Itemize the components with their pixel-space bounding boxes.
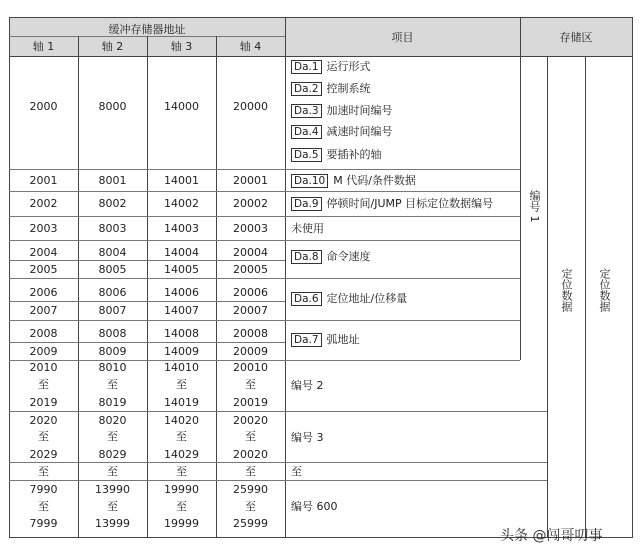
address-cell: 2020 xyxy=(29,414,58,427)
address-cell: 14006 xyxy=(164,286,199,299)
address-cell: 8005 xyxy=(98,263,127,276)
item-code-box: Da.3 xyxy=(291,104,322,118)
header-axis-3: 轴 3 xyxy=(170,40,193,53)
address-cell: 2019 xyxy=(29,396,58,409)
address-cell: 2010 xyxy=(29,361,58,374)
address-cell: 2008 xyxy=(29,327,58,340)
address-cell: 2002 xyxy=(29,197,58,210)
item-code-box: Da.7 xyxy=(291,333,322,347)
address-cell: 8010 xyxy=(98,361,127,374)
address-cell: 2009 xyxy=(29,345,58,358)
address-cell: 14004 xyxy=(164,246,199,259)
item-entry xyxy=(291,333,360,347)
header-buffer-title: 缓冲存储器地址 xyxy=(108,23,186,36)
item-entry xyxy=(291,250,371,264)
address-cell: 至 xyxy=(176,500,187,513)
item-code-box: Da.9 xyxy=(291,197,322,211)
item-code-box: Da.1 xyxy=(291,60,322,74)
item-text: 停顿时间/JUMP 目标定位数据编号 xyxy=(326,197,494,210)
storage-no1: 编号 1 xyxy=(528,190,541,223)
address-cell: 2029 xyxy=(29,448,58,461)
header-storage: 存储区 xyxy=(559,31,593,44)
address-cell: 8002 xyxy=(98,197,127,210)
address-cell: 至 xyxy=(176,430,187,443)
h-rule xyxy=(9,360,520,361)
address-cell: 8029 xyxy=(98,448,127,461)
address-cell: 至 xyxy=(38,465,49,478)
address-cell: 14002 xyxy=(164,197,199,210)
address-cell: 14010 xyxy=(164,361,199,374)
address-cell: 14019 xyxy=(164,396,199,409)
address-cell: 13999 xyxy=(95,517,130,530)
address-cell: 20009 xyxy=(233,345,268,358)
address-cell: 20007 xyxy=(233,304,268,317)
h-rule xyxy=(9,191,520,192)
v-rule xyxy=(520,17,521,360)
address-cell: 至 xyxy=(245,465,256,478)
h-rule xyxy=(9,278,520,279)
address-cell: 2007 xyxy=(29,304,58,317)
address-cell: 14001 xyxy=(164,174,199,187)
address-cell: 25990 xyxy=(233,483,268,496)
address-cell: 至 xyxy=(38,378,49,391)
address-cell: 2000 xyxy=(29,100,58,113)
item-entry xyxy=(291,431,324,444)
address-cell: 至 xyxy=(245,500,256,513)
h-rule xyxy=(9,320,520,321)
h-rule xyxy=(9,480,547,481)
address-cell: 14009 xyxy=(164,345,199,358)
item-text: 命令速度 xyxy=(326,250,371,263)
watermark: 头条 @闯哥叨事 xyxy=(500,528,603,544)
address-cell: 14029 xyxy=(164,448,199,461)
address-cell: 25999 xyxy=(233,517,268,530)
address-cell: 至 xyxy=(245,378,256,391)
item-entry xyxy=(291,60,371,74)
address-cell: 8000 xyxy=(98,100,127,113)
header-axis-4: 轴 4 xyxy=(239,40,262,53)
header-item: 项目 xyxy=(391,31,414,44)
item-text: 未使用 xyxy=(291,222,324,235)
storage-data-1: 定位数据 xyxy=(560,268,573,312)
address-cell: 8019 xyxy=(98,396,127,409)
address-cell: 至 xyxy=(245,430,256,443)
item-code-box: Da.6 xyxy=(291,292,322,306)
item-text: 加速时间编号 xyxy=(326,104,393,117)
address-cell: 20003 xyxy=(233,222,268,235)
address-cell: 至 xyxy=(176,378,187,391)
v-rule xyxy=(632,17,633,538)
item-code-box: Da.10 xyxy=(291,174,328,188)
item-entry xyxy=(291,174,416,188)
address-cell: 20006 xyxy=(233,286,268,299)
address-cell: 8009 xyxy=(98,345,127,358)
item-text: 控制系统 xyxy=(326,82,371,95)
h-rule xyxy=(9,56,632,57)
item-code-box: Da.2 xyxy=(291,82,322,96)
address-cell: 2005 xyxy=(29,263,58,276)
v-rule xyxy=(585,56,586,537)
item-entry xyxy=(291,500,338,513)
item-code-box: Da.5 xyxy=(291,148,322,162)
item-text: 定位地址/位移量 xyxy=(326,292,408,305)
address-cell: 8020 xyxy=(98,414,127,427)
address-cell: 20001 xyxy=(233,174,268,187)
item-text: 至 xyxy=(291,465,302,478)
item-text: M 代码/条件数据 xyxy=(333,174,416,187)
address-cell: 7990 xyxy=(29,483,58,496)
item-entry xyxy=(291,104,393,118)
storage-data-2: 定位数据 xyxy=(598,268,611,312)
item-entry xyxy=(291,197,493,211)
address-cell: 20002 xyxy=(233,197,268,210)
address-cell: 20020 xyxy=(233,414,268,427)
item-entry xyxy=(291,292,407,306)
item-text: 要插补的轴 xyxy=(326,148,382,161)
address-cell: 19990 xyxy=(164,483,199,496)
address-cell: 20000 xyxy=(233,100,268,113)
address-cell: 8008 xyxy=(98,327,127,340)
address-cell: 至 xyxy=(38,500,49,513)
address-cell: 20005 xyxy=(233,263,268,276)
address-cell: 19999 xyxy=(164,517,199,530)
address-cell: 20010 xyxy=(233,361,268,374)
item-text: 弧地址 xyxy=(326,333,360,346)
address-cell: 至 xyxy=(176,465,187,478)
address-cell: 20004 xyxy=(233,246,268,259)
address-cell: 20019 xyxy=(233,396,268,409)
item-text: 编号 600 xyxy=(291,500,338,513)
h-rule xyxy=(9,169,520,170)
item-text: 编号 3 xyxy=(291,431,324,444)
item-entry xyxy=(291,222,324,235)
h-rule xyxy=(9,462,547,463)
item-entry xyxy=(291,465,302,478)
header-axis-2: 轴 2 xyxy=(101,40,124,53)
address-cell: 8003 xyxy=(98,222,127,235)
item-code-box: Da.4 xyxy=(291,125,322,139)
h-rule xyxy=(9,17,632,18)
h-rule xyxy=(9,301,285,302)
address-cell: 至 xyxy=(107,500,118,513)
address-cell: 14020 xyxy=(164,414,199,427)
h-rule xyxy=(9,240,520,241)
item-entry xyxy=(291,82,371,96)
h-rule xyxy=(9,342,285,343)
header-axis-1: 轴 1 xyxy=(32,40,55,53)
h-rule xyxy=(9,260,285,261)
item-text: 编号 2 xyxy=(291,379,324,392)
item-code-box: Da.8 xyxy=(291,250,322,264)
item-text: 运行形式 xyxy=(326,60,371,73)
address-cell: 14000 xyxy=(164,100,199,113)
address-cell: 8001 xyxy=(98,174,127,187)
address-cell: 20020 xyxy=(233,448,268,461)
address-cell: 7999 xyxy=(29,517,58,530)
address-cell: 至 xyxy=(38,430,49,443)
address-cell: 2004 xyxy=(29,246,58,259)
item-text: 减速时间编号 xyxy=(326,125,393,138)
h-rule xyxy=(9,216,520,217)
item-entry xyxy=(291,148,382,162)
address-cell: 2003 xyxy=(29,222,58,235)
address-cell: 至 xyxy=(107,430,118,443)
address-cell: 14007 xyxy=(164,304,199,317)
v-rule xyxy=(547,56,548,537)
address-cell: 20008 xyxy=(233,327,268,340)
address-cell: 至 xyxy=(107,378,118,391)
address-cell: 14003 xyxy=(164,222,199,235)
address-cell: 至 xyxy=(107,465,118,478)
item-entry xyxy=(291,379,324,392)
address-cell: 8007 xyxy=(98,304,127,317)
address-cell: 14005 xyxy=(164,263,199,276)
address-cell: 2006 xyxy=(29,286,58,299)
address-cell: 14008 xyxy=(164,327,199,340)
address-cell: 8006 xyxy=(98,286,127,299)
v-rule xyxy=(285,17,286,537)
address-cell: 8004 xyxy=(98,246,127,259)
h-rule xyxy=(9,411,547,412)
address-cell: 2001 xyxy=(29,174,58,187)
address-cell: 13990 xyxy=(95,483,130,496)
item-entry xyxy=(291,125,393,139)
